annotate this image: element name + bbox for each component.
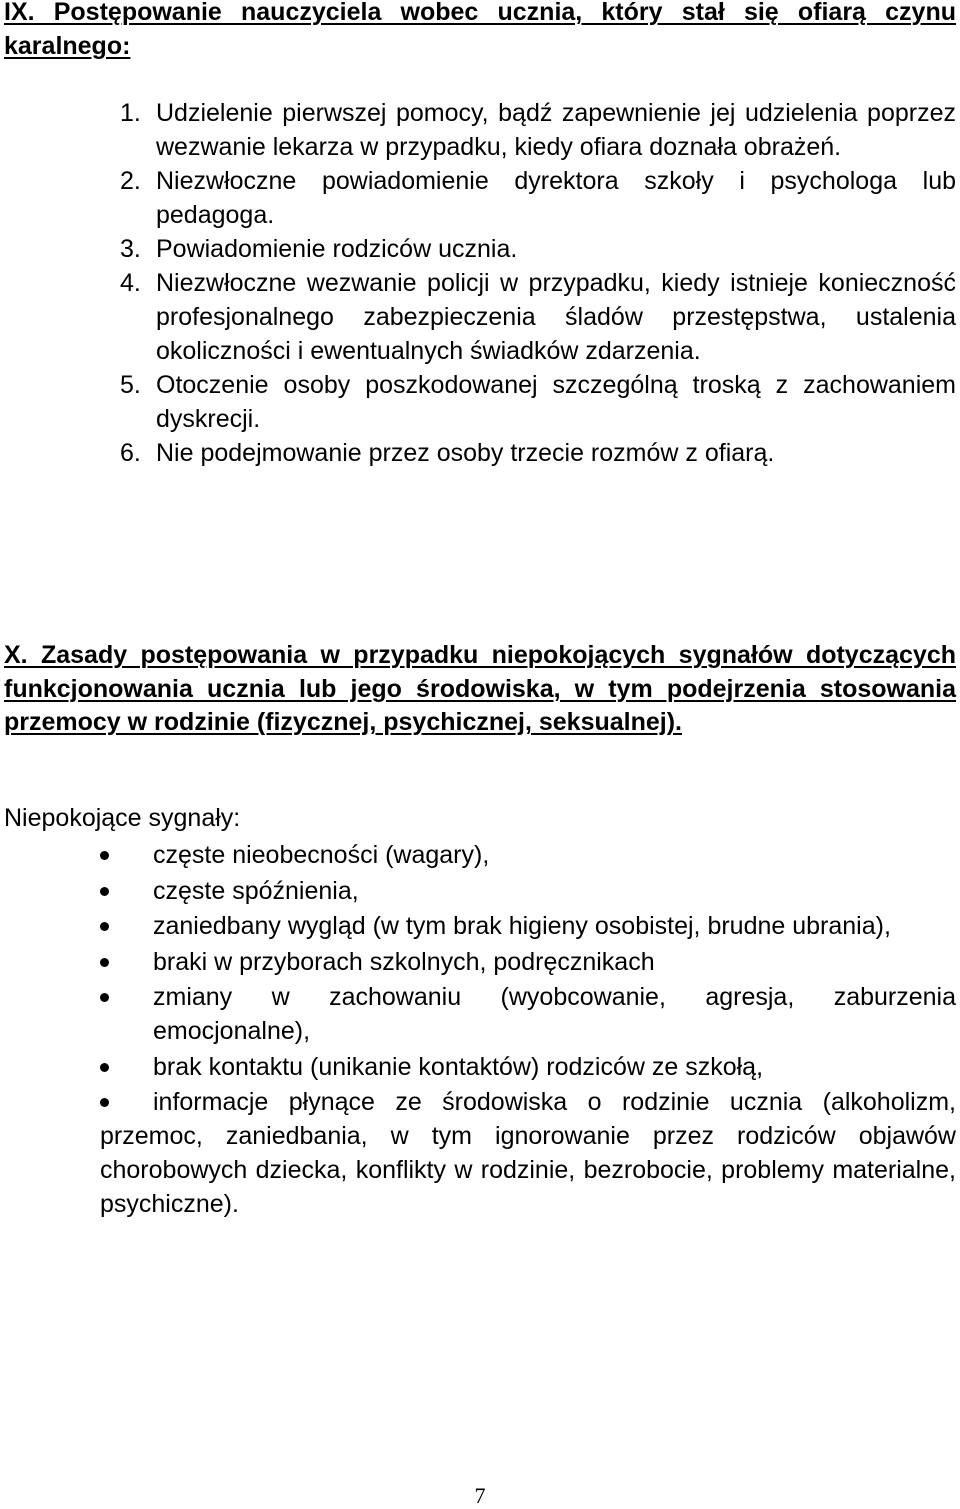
step-item xyxy=(120,232,956,266)
step-number: 5. xyxy=(120,371,141,399)
bullet-icon xyxy=(100,993,109,1002)
step-text: Powiadomienie rodziców ucznia. xyxy=(156,235,518,263)
step-text: Otoczenie osoby poszkodowanej szczególną troską z zachowaniem dyskrecji. xyxy=(156,371,956,433)
bullet-icon xyxy=(100,922,109,931)
page-number: 7 xyxy=(474,1483,486,1508)
bullet-icon xyxy=(100,887,109,896)
signal-item xyxy=(100,1050,956,1084)
step-text: Nie podejmowanie przez osoby trzecie rozmów z ofiarą. xyxy=(156,439,775,467)
signal-text: zaniedbany wygląd (w tym brak higieny osobistej, brudne ubrania), xyxy=(153,912,891,940)
step-number: 6. xyxy=(120,439,141,467)
signals-list xyxy=(100,838,956,1223)
signal-text: zmiany w zachowaniu (wyobcowanie, agresja, zaburzenia emocjonalne), xyxy=(153,983,956,1045)
section-9-steps xyxy=(120,96,956,470)
bullet-icon xyxy=(100,958,109,967)
step-text: Niezwłoczne powiadomienie dyrektora szkoły i psychologa lub pedagoga. xyxy=(156,167,956,229)
section-10-title: X. Zasady postępowania w przypadku niepokojących sygnałów dotyczących funkcjonowania ucznia lub jego środowiska, w tym podejrzenia stosowania przemocy w rodzinie (fizycznej, psychicznej, seksualnej). xyxy=(4,641,956,736)
bullet-icon xyxy=(100,1098,109,1107)
signal-item xyxy=(100,1085,956,1221)
signal-item xyxy=(100,980,956,1048)
signals-intro: Niepokojące sygnały: xyxy=(4,804,241,832)
signal-item xyxy=(100,838,956,872)
step-text: Udzielenie pierwszej pomocy, bądź zapewnienie jej udzielenia poprzez wezwanie lekarza w przypadku, kiedy ofiara doznała obrażeń. xyxy=(156,99,956,161)
step-text: Niezwłoczne wezwanie policji w przypadku, kiedy istnieje konieczność profesjonalnego zabezpieczenia śladów przestępstwa, ustalenia okoliczności i ewentualnych świadków zdarzenia. xyxy=(156,269,956,365)
bullet-icon xyxy=(100,1063,109,1072)
step-item xyxy=(120,96,956,164)
step-item xyxy=(120,436,956,470)
step-number: 1. xyxy=(120,99,141,127)
signal-item xyxy=(100,945,956,979)
signal-text: braki w przyborach szkolnych, podręcznikach xyxy=(153,947,655,976)
signal-item xyxy=(100,874,956,908)
signal-item xyxy=(100,909,956,943)
step-number: 3. xyxy=(120,235,141,263)
signal-text: częste spóźnienia, xyxy=(153,876,359,905)
signal-text: częste nieobecności (wagary), xyxy=(153,841,490,869)
bullet-icon xyxy=(100,851,109,860)
step-item xyxy=(120,368,956,436)
step-number: 2. xyxy=(120,167,141,195)
section-9-title: IX. Postępowanie nauczyciela wobec ucznia, który stał się ofiarą czynu karalnego: xyxy=(4,0,956,60)
step-item xyxy=(120,266,956,368)
signal-text: brak kontaktu (unikanie kontaktów) rodziców ze szkołą, xyxy=(153,1052,764,1081)
step-item xyxy=(120,164,956,232)
step-number: 4. xyxy=(120,269,141,297)
signal-text: informacje płynące ze środowiska o rodzinie ucznia (alkoholizm, przemoc, zaniedbania, w tym ignorowanie przez rodziców objawów chorobowych dziecka, konflikty w rodzinie, bezrobocie, problemy materialne, psychiczne). xyxy=(100,1088,956,1218)
